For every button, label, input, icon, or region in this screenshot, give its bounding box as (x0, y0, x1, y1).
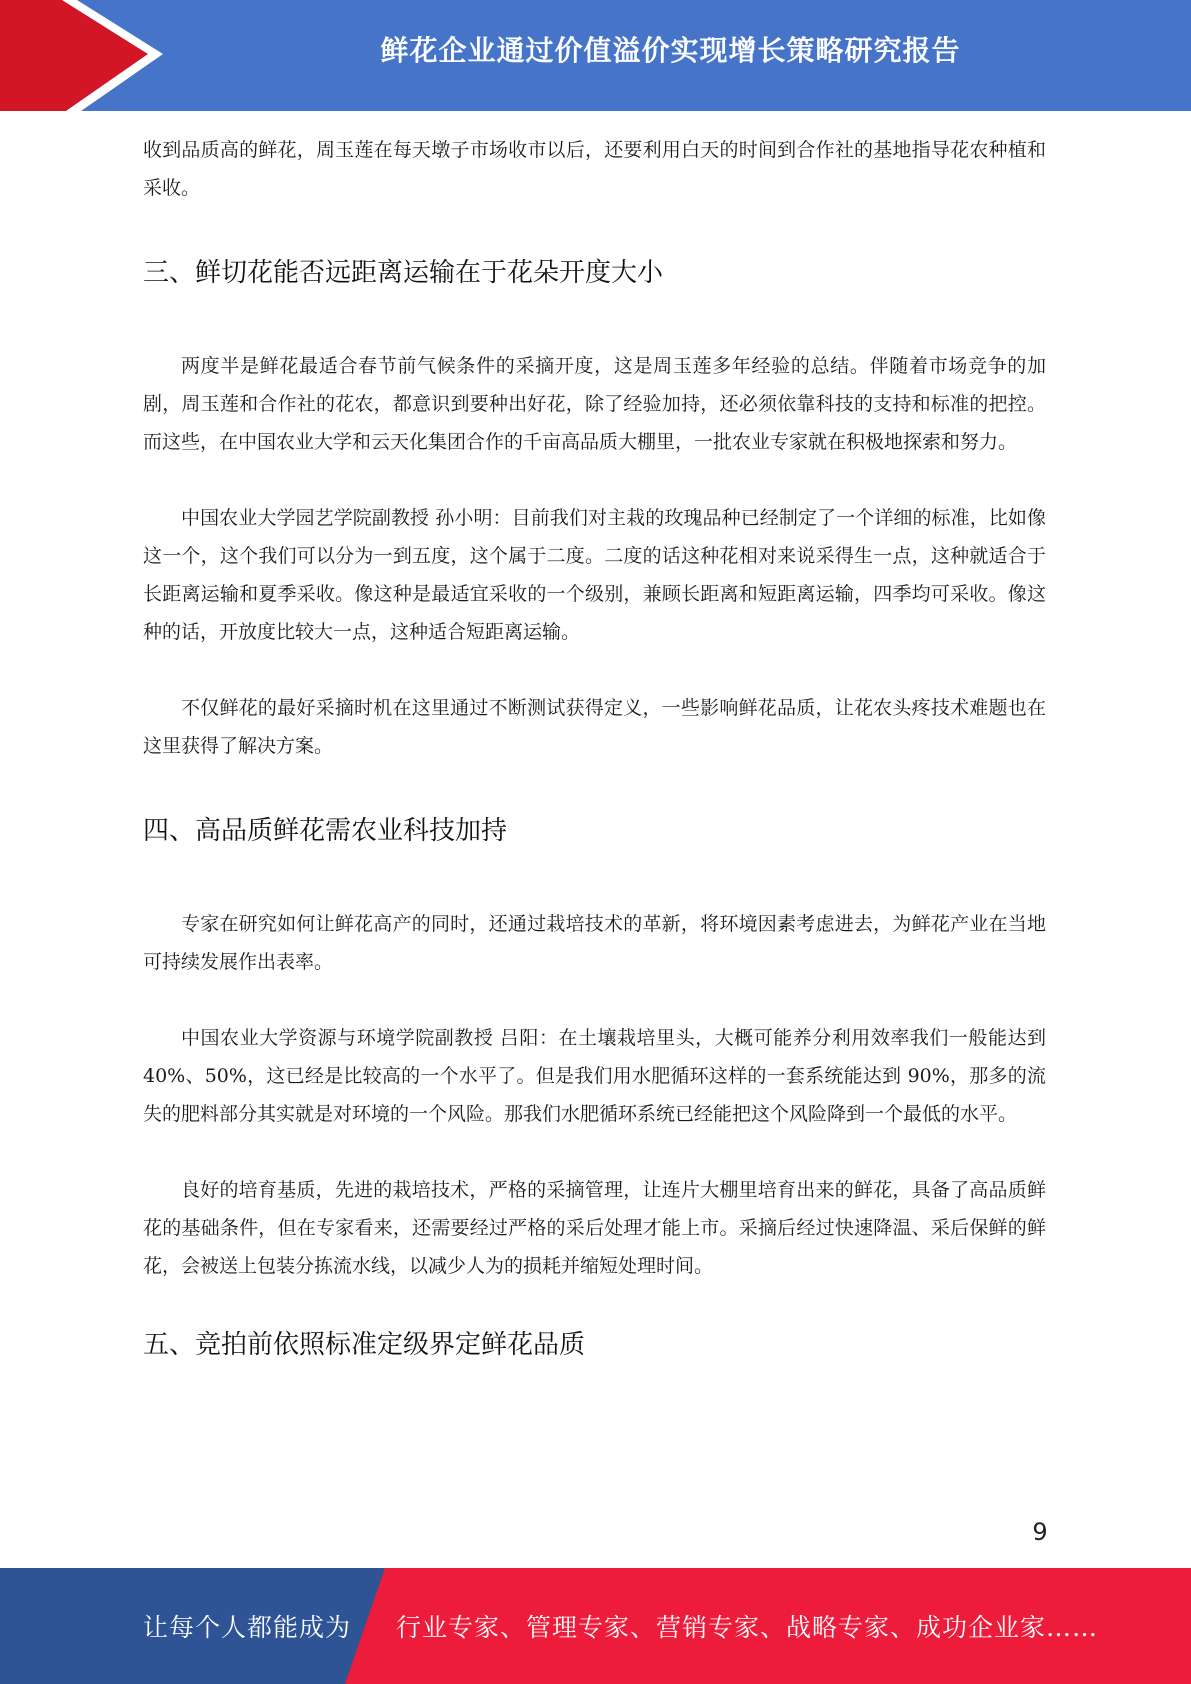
paragraph-5: 中国农业大学资源与环境学院副教授 吕阳：在土壤栽培里头，大概可能养分利用效率我们一般能达到 40%、50%，这已经是比较高的一个水平了。但是我们用水肥循环这样的一套系统能达到 90%，那多的流失的肥料部分其实就是对环境的一个风险。那我们水肥循环系统已经能把这个风险降到一个最低的水平。 (143, 1027, 1046, 1125)
section-heading-3: 三、鲜切花能否远距离运输在于花朵开度大小 (143, 258, 664, 288)
paragraph-1: 两度半是鲜花最适合春节前气候条件的采摘开度，这是周玉莲多年经验的总结。伴随着市场竞争的加剧，周玉莲和合作社的花农，都意识到要种出好花，除了经验加持，还必须依靠科技的支持和标准的把控。而这些，在中国农业大学和云天化集团合作的千亩高品质大棚里，一批农业专家就在积极地探索和努力。 (143, 355, 1046, 453)
header-red-arrow (0, 0, 148, 111)
paragraph-4: 专家在研究如何让鲜花高产的同时，还通过栽培技术的革新，将环境因素考虑进去，为鲜花产业在当地可持续发展作出表率。 (143, 913, 1046, 973)
paragraph-intro: 收到品质高的鲜花，周玉莲在每天墩子市场收市以后，还要利用白天的时间到合作社的基地指导花农种植和采收。 (143, 139, 1046, 199)
page-header (0, 0, 1191, 111)
header-title: 鲜花企业通过价值溢价实现增长策略研究报告 (380, 34, 961, 67)
footer-slogan-right: 行业专家、管理专家、营销专家、战略专家、成功企业家…… (396, 1613, 1099, 1642)
paragraph-3: 不仅鲜花的最好采摘时机在这里通过不断测试获得定义，一些影响鲜花品质，让花农头疼技术难题也在这里获得了解决方案。 (143, 697, 1046, 757)
section-heading-4: 四、高品质鲜花需农业科技加持 (143, 816, 508, 846)
paragraph-6: 良好的培育基质，先进的栽培技术，严格的采摘管理，让连片大棚里培育出来的鲜花，具备了高品质鲜花的基础条件，但在专家看来，还需要经过严格的采后处理才能上市。采摘后经过快速降温、采后保鲜的鲜花，会被送上包装分拣流水线，以减少人为的损耗并缩短处理时间。 (143, 1179, 1046, 1277)
page-number: 9 (1032, 1518, 1048, 1546)
document-body (143, 131, 1046, 1365)
section-heading-5: 五、竞拍前依照标准定级界定鲜花品质 (143, 1330, 586, 1360)
page-footer (0, 1568, 1191, 1684)
paragraph-2: 中国农业大学园艺学院副教授 孙小明：目前我们对主栽的玫瑰品种已经制定了一个详细的标准，比如像这一个，这个我们可以分为一到五度，这个属于二度。二度的话这种花相对来说采得生一点，这种就适合于长距离运输和夏季采收。像这种是最适宜采收的一个级别，兼顾长距离和短距离运输，四季均可采收。像这种的话，开放度比较大一点，这种适合短距离运输。 (143, 507, 1046, 643)
footer-slogan-left: 让每个人都能成为 (143, 1613, 352, 1642)
